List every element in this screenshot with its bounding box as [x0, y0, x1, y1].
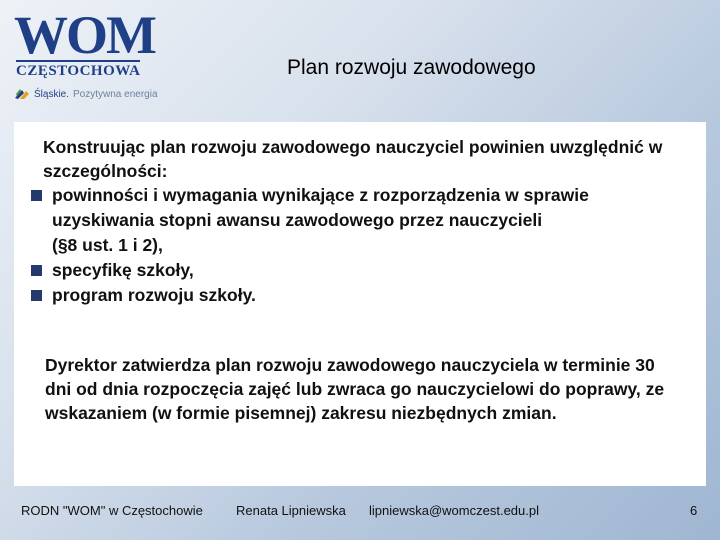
logo-region-name: Śląskie. — [34, 88, 70, 100]
slide-footer — [0, 498, 720, 528]
bullet-text: powinności i wymagania wynikające z rozporządzenia w sprawie uzyskiwania stopni awansu zawodowego przez nauczycieli (§8 ust. 1 i 2), — [52, 185, 589, 255]
logo-region-claim: Pozytywna energia — [73, 88, 158, 100]
silesia-logo-icon — [14, 88, 30, 100]
page-number: 6 — [690, 503, 698, 518]
logo-region — [14, 88, 158, 100]
content-panel — [14, 122, 706, 486]
footer-author: Renata Lipniewska — [236, 503, 346, 518]
bullet-text: specyfikę szkoły, — [52, 260, 194, 280]
footer-email: lipniewska@womczest.edu.pl — [369, 503, 539, 518]
footer-institution: RODN "WOM" w Częstochowie — [21, 503, 203, 518]
bullet-list — [31, 183, 691, 308]
intro-paragraph: Konstruując plan rozwoju zawodowego nauczyciel powinien uwzględnić w szczególności: — [43, 137, 663, 181]
square-bullet-icon — [31, 265, 42, 276]
square-bullet-icon — [31, 190, 42, 201]
bullet-item — [31, 283, 691, 308]
square-bullet-icon — [31, 290, 42, 301]
bullet-item — [31, 258, 691, 283]
bullet-item — [31, 183, 691, 258]
outro-paragraph: Dyrektor zatwierdza plan rozwoju zawodowego nauczyciela w terminie 30 dni od dnia rozpoczęcia zajęć lub zwraca go nauczycielowi do poprawy, ze wskazaniem (w formie pisemnej) zakresu niezbędnych zmian. — [45, 355, 665, 423]
logo-wom-text: WOM — [14, 5, 155, 65]
logo-city-text: CZĘSTOCHOWA — [16, 60, 140, 80]
slide-title: Plan rozwoju zawodowego — [287, 56, 536, 79]
bullet-text: program rozwoju szkoły. — [52, 285, 256, 305]
slide-header — [0, 0, 720, 118]
wom-logo — [12, 5, 177, 103]
